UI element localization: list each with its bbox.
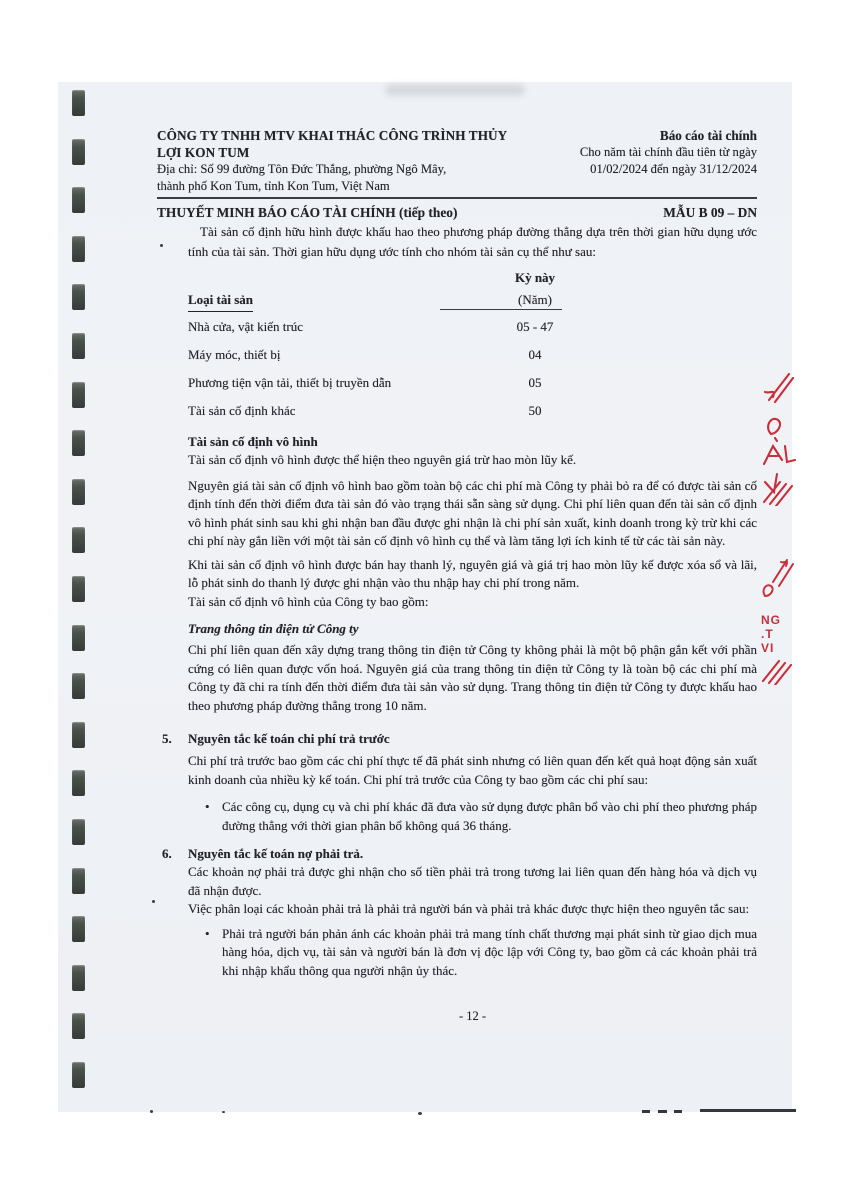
scan-artifact-dash [658, 1110, 667, 1113]
form-code: MẪU B 09 – DN [663, 205, 757, 220]
intro-paragraph: Tài sản cố định hữu hình được khấu hao theo phương pháp đường thẳng dựa trên thời gian hữu dụng ước tính của tài sản. Thời gian hữu dụng ước tính cho nhóm tài sản cụ thể như sau: [188, 224, 757, 259]
intangible-assets-heading: Tài sản cố định vô hình [188, 434, 318, 449]
scan-artifact-line [700, 1109, 796, 1112]
binding-holes-column [72, 82, 86, 1112]
asset-years-value: 04 [528, 347, 542, 362]
page-number: - 12 - [458, 1009, 487, 1023]
section-6-title: Nguyên tắc kế toán nợ phải trả. [188, 846, 364, 861]
section-5-bullet-text: Các công cụ, dụng cụ và chi phí khác đã đưa vào sử dụng được phân bổ vào chi phí theo phương pháp đường thẳng với thời gian phân bổ không quá 36 tháng. [222, 799, 757, 833]
section-6-heading [162, 844, 757, 863]
scanned-document-page [58, 82, 792, 1112]
company-address-line2: thành phố Kon Tum, tỉnh Kon Tum, Việt Nam [157, 178, 390, 193]
section-5-number: 5. [162, 731, 172, 746]
asset-type-label: Tài sản cố định khác [188, 403, 296, 418]
document-title: THUYẾT MINH BÁO CÁO TÀI CHÍNH (tiếp theo) [157, 205, 458, 220]
asset-years-value: 05 - 47 [516, 319, 554, 334]
company-address-line1: Địa chỉ: Số 99 đường Tôn Đức Thắng, phường Ngô Mây, [157, 162, 447, 176]
binding-hole [72, 819, 85, 845]
report-period-line1: Cho năm tài chính đầu tiên từ ngày [579, 145, 757, 159]
red-fragment-1: NG [761, 613, 781, 627]
binding-hole [72, 187, 85, 213]
section-6-bullet-text: Phải trả người bán phản ánh các khoản phải trả mang tính chất thương mại phát sinh từ giao dịch mua hàng hóa, dịch vụ, tài sản và người bán là đơn vị độc lập với Công ty, bao gồm cả các khoản phải trả khi nhập khẩu thông qua người nhận ủy thác. [222, 925, 757, 978]
binding-hole [72, 333, 85, 359]
asset-years-value: 05 [528, 375, 542, 390]
company-name: CÔNG TY TNHH MTV KHAI THÁC CÔNG TRÌNH THỦY LỢI KON TUM [157, 128, 507, 160]
binding-hole [72, 576, 85, 602]
website-paragraph: Chi phí liên quan đến xây dựng trang thông tin điện tử Công ty không phải là một bộ phận gắn kết với phần cứng có liên quan được vốn hoá. Nguyên giá của trang thông tin điện tử Công ty là toàn bộ các chi phí mà Công ty đã chi ra tính đến thời điểm đưa tài sản vào sử dụng. Trang thông tin điện tử Công ty được khấu hao theo phương pháp đường thẳng trong 10 năm. [188, 642, 757, 713]
binding-hole [72, 1013, 85, 1039]
scan-artifact-dash [674, 1110, 682, 1113]
table-col-header-years: (Năm) [518, 292, 552, 307]
intangible-paragraph-3: Khi tài sản cố định vô hình được bán hay thanh lý, nguyên giá và giá trị hao mòn lũy kế được xóa sổ và lãi, lỗ phát sinh do thanh lý được ghi nhận vào thu nhập hay chi phí trong năm. [188, 556, 757, 590]
binding-hole [72, 430, 85, 456]
table-period-header: Kỳ này [514, 270, 556, 285]
table-row [188, 369, 757, 397]
scan-artifact-dot [222, 1111, 225, 1113]
stray-mark-dot [160, 244, 163, 247]
red-hatch-icon [761, 657, 795, 685]
binding-hole [72, 1062, 85, 1088]
red-fragment-2: .T [761, 627, 774, 641]
red-handwritten-annotation-bottom [761, 552, 797, 702]
binding-hole [72, 770, 85, 796]
section-6-paragraph-2: Việc phân loại các khoản phải trả là phải trả người bán và phải trả khác được thực hiện theo nguyên tắc sau: [188, 901, 750, 916]
table-row [188, 313, 757, 341]
section-6-bullet [188, 925, 757, 981]
asset-useful-life-table [188, 269, 757, 425]
intangible-paragraph-2: Nguyên giá tài sản cố định vô hình bao gồm toàn bộ các chi phí mà Công ty phải bỏ ra để có được tài sản cố định tính đến thời điểm đưa tài sản đó vào trạng thái sẵn sàng sử dụng. Chi phí liên quan đến tài sản cố định vô hình phát sinh sau khi ghi nhận ban đầu được ghi nhận là chi phí sản xuất, kinh doanh trong kỳ trừ khi các chi phí này gắn liền với một tài sản cố định vô hình cụ thể và làm tăng lợi ích kinh tế từ các tài sản này. [188, 477, 757, 548]
table-row [188, 341, 757, 369]
website-subheading: Trang thông tin điện tử Công ty [188, 621, 359, 636]
section-5-title: Nguyên tắc kế toán chi phí trả trước [188, 731, 390, 746]
binding-hole [72, 90, 85, 116]
red-handwritten-annotation-top [761, 370, 797, 506]
red-squiggle-icon [761, 552, 795, 600]
table-row [188, 397, 757, 425]
page-content [157, 82, 757, 1024]
report-title: Báo cáo tài chính [659, 128, 757, 143]
binding-hole [72, 284, 85, 310]
table-header-underline [440, 309, 562, 310]
red-fragment-3: VI [761, 641, 775, 655]
bleedthrough-smudge [385, 84, 525, 96]
scan-artifact-dot [150, 1110, 153, 1113]
asset-type-label: Phương tiện vận tải, thiết bị truyền dẫn [188, 375, 392, 390]
section-6-number: 6. [162, 846, 172, 861]
binding-hole [72, 139, 85, 165]
binding-hole [72, 527, 85, 553]
section-5-heading [162, 729, 757, 748]
binding-hole [72, 965, 85, 991]
table-col-header-asset-type: Loại tài sản [188, 291, 253, 312]
binding-hole [72, 382, 85, 408]
binding-hole [72, 236, 85, 262]
header-divider [157, 197, 757, 199]
binding-hole [72, 868, 85, 894]
intangible-paragraph-1: Tài sản cố định vô hình được thể hiện theo nguyên giá trừ hao mòn lũy kế. [188, 452, 577, 467]
binding-hole [72, 479, 85, 505]
binding-hole [72, 673, 85, 699]
scan-artifact-dot [418, 1112, 422, 1115]
binding-hole [72, 916, 85, 942]
section-6-paragraph-1: Các khoản nợ phải trả được ghi nhận cho số tiền phải trả trong tương lai liên quan đến hàng hóa và dịch vụ đã nhận được. [188, 864, 757, 898]
document-header [157, 127, 757, 222]
report-period-line2: 01/02/2024 đến ngày 31/12/2024 [590, 161, 757, 176]
stray-mark-dot [152, 900, 155, 903]
intangible-paragraph-4: Tài sản cố định vô hình của Công ty bao gồm: [188, 593, 429, 609]
asset-type-label: Máy móc, thiết bị [188, 347, 281, 362]
scan-artifact-dash [642, 1110, 650, 1113]
asset-years-value: 50 [528, 403, 542, 418]
binding-hole [72, 722, 85, 748]
asset-table-rows [188, 313, 757, 425]
section-5-bullet [188, 798, 757, 835]
section-5-paragraph: Chi phí trả trước bao gồm các chi phí thực tế đã phát sinh nhưng có liên quan đến kết quả hoạt động sản xuất kinh doanh của nhiều kỳ kế toán. Chi phí trả trước của Công ty bao gồm các chi phí sau: [188, 753, 757, 787]
binding-hole [72, 625, 85, 651]
asset-type-label: Nhà cửa, vật kiến trúc [188, 319, 303, 334]
